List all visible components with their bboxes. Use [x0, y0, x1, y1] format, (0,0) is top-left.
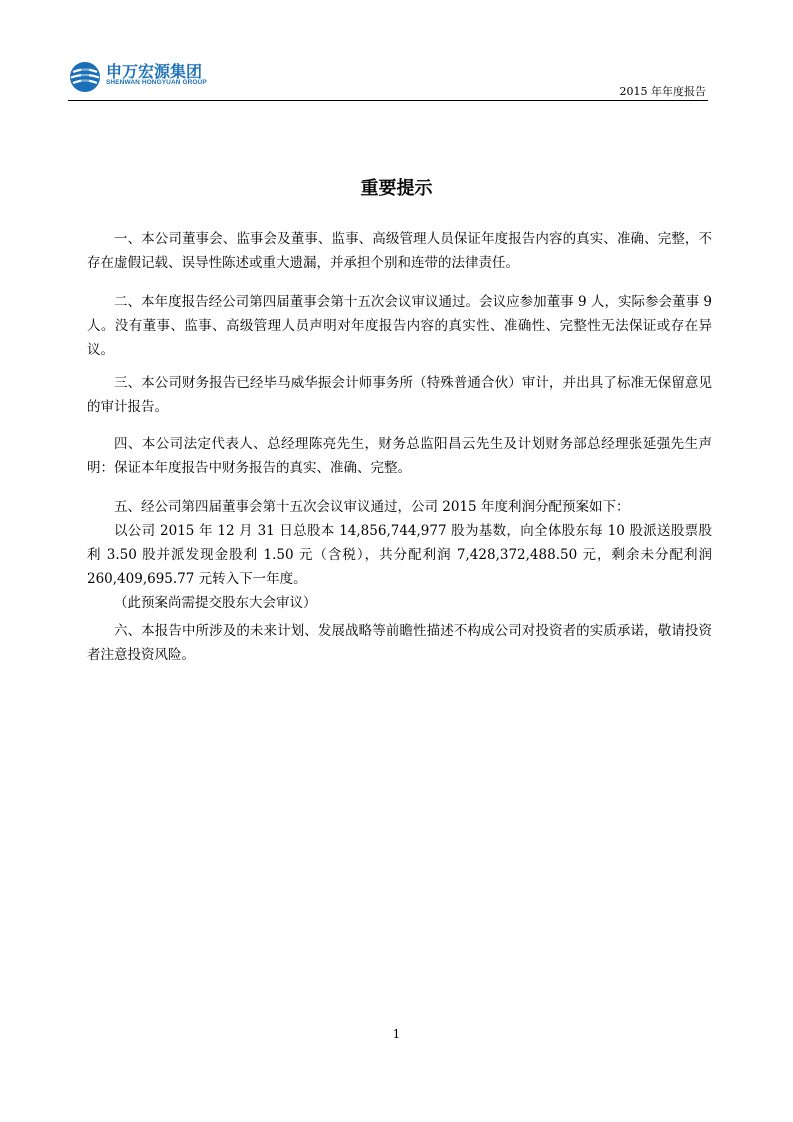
- profit-plan-note: （此预案尚需提交股东大会审议）: [114, 595, 317, 611]
- notice-paragraph-2: 二、本年度报告经公司第四届董事会第十五次会议审议通过。会议应参加董事 9 人，实际参会董事 9 人。没有董事、监事、高级管理人员声明对年度报告内容的真实性、准确性、完整性无法保证或存在异议。: [87, 294, 712, 358]
- report-year-label: 2015 年年度报告: [619, 85, 706, 98]
- header-divider: [68, 100, 708, 101]
- notice-paragraph-5: [87, 495, 712, 615]
- company-logo: [68, 58, 218, 94]
- page-title: 重要提示: [360, 178, 433, 199]
- page-header: [68, 58, 708, 102]
- profit-plan-detail: 以公司 2015 年 12 月 31 日总股本 14,856,744,977 股为基数，向全体股东每 10 股派送股票股利 3.50 股并派发现金股利 1.50 元（含税），共分配利润 7,428,372,488.50 元，剩余未分配利润 260,409,695.77 元转入下一年度。: [87, 523, 712, 587]
- notice-paragraph-3: 三、本公司财务报告已经毕马威华振会计师事务所（特殊普通合伙）审计，并出具了标准无保留意见的审计报告。: [87, 375, 712, 415]
- profit-plan-intro: 五、经公司第四届董事会第十五次会议审议通过，公司 2015 年度利润分配预案如下：: [114, 499, 630, 515]
- notice-paragraph-1: 一、本公司董事会、监事会及董事、监事、高级管理人员保证年度报告内容的真实、准确、完整，不存在虚假记载、误导性陈述或重大遗漏，并承担个别和连带的法律责任。: [87, 231, 712, 271]
- notice-paragraph-4: 四、本公司法定代表人、总经理陈亮先生，财务总监阳昌云先生及计划财务部总经理张延强先生声明：保证本年度报告中财务报告的真实、准确、完整。: [87, 436, 712, 476]
- notice-paragraph-6: 六、本报告中所涉及的未来计划、发展战略等前瞻性描述不构成公司对投资者的实质承诺，敬请投资者注意投资风险。: [87, 623, 712, 663]
- page-number: 1: [392, 1027, 401, 1041]
- logo-chinese-name: 申万宏源集团: [106, 62, 203, 81]
- logo-english-name: SHENWAN HONGYUAN GROUP: [106, 79, 207, 86]
- logo-globe-icon: [68, 60, 102, 94]
